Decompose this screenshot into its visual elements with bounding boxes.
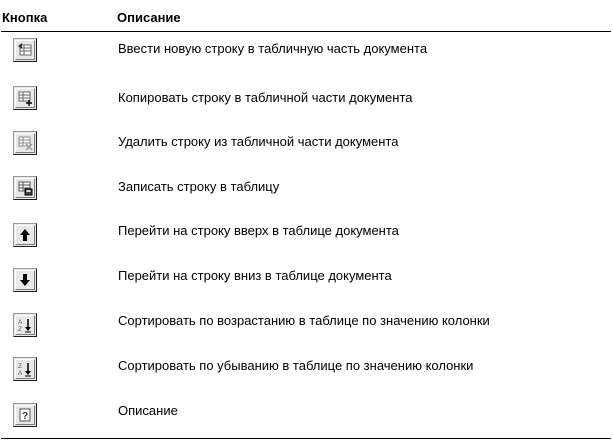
- table-row: [0, 38, 613, 78]
- arrow-up-icon: [17, 227, 33, 243]
- save-row-icon: [17, 180, 33, 196]
- row-description: Перейти на строку вниз в таблице документа: [118, 268, 392, 283]
- table-row: [0, 176, 613, 216]
- sort-descending-icon: [17, 361, 33, 377]
- sort-descending-button[interactable]: [13, 357, 37, 381]
- row-description: Сортировать по возрастанию в таблице по значению колонки: [118, 313, 490, 328]
- sort-ascending-icon: [17, 317, 33, 333]
- copy-row-icon: [17, 90, 33, 106]
- row-description: Сортировать по убыванию в таблице по значению колонки: [118, 358, 474, 373]
- row-description: Копировать строку в табличной части документа: [118, 90, 413, 105]
- help-button[interactable]: [13, 403, 37, 427]
- table-row: [0, 86, 613, 126]
- save-row-button[interactable]: [13, 176, 37, 200]
- row-description: Удалить строку из табличной части документа: [118, 134, 399, 149]
- copy-row-button[interactable]: [13, 86, 37, 110]
- new-row-icon: [17, 42, 33, 58]
- svg-text:Z: Z: [18, 326, 22, 333]
- row-description: Ввести новую строку в табличную часть документа: [118, 41, 428, 56]
- svg-text:A: A: [18, 370, 23, 377]
- table-row: [0, 131, 613, 171]
- table-row: [0, 223, 613, 263]
- table-row: [0, 268, 613, 308]
- row-down-button[interactable]: [13, 268, 37, 292]
- table-row: [0, 403, 613, 443]
- new-row-button[interactable]: [13, 38, 37, 62]
- help-icon: [17, 407, 33, 423]
- row-description: Описание: [118, 403, 178, 418]
- delete-row-icon: [17, 135, 33, 151]
- sort-ascending-button[interactable]: [13, 313, 37, 337]
- row-description: Записать строку в таблицу: [118, 179, 280, 194]
- svg-text:A: A: [18, 319, 23, 326]
- row-up-button[interactable]: [13, 223, 37, 247]
- arrow-down-icon: [17, 272, 33, 288]
- svg-text:?: ?: [22, 411, 29, 422]
- header-button-column: Кнопка: [2, 10, 48, 25]
- delete-row-button[interactable]: [13, 131, 37, 155]
- row-description: Перейти на строку вверх в таблице документа: [118, 223, 399, 238]
- table-row: [0, 357, 613, 397]
- table-row: [0, 313, 613, 353]
- header-description-column: Описание: [117, 10, 181, 25]
- header-rule: [1, 31, 611, 32]
- table-bottom-rule: [1, 438, 611, 439]
- svg-text:Z: Z: [18, 363, 22, 370]
